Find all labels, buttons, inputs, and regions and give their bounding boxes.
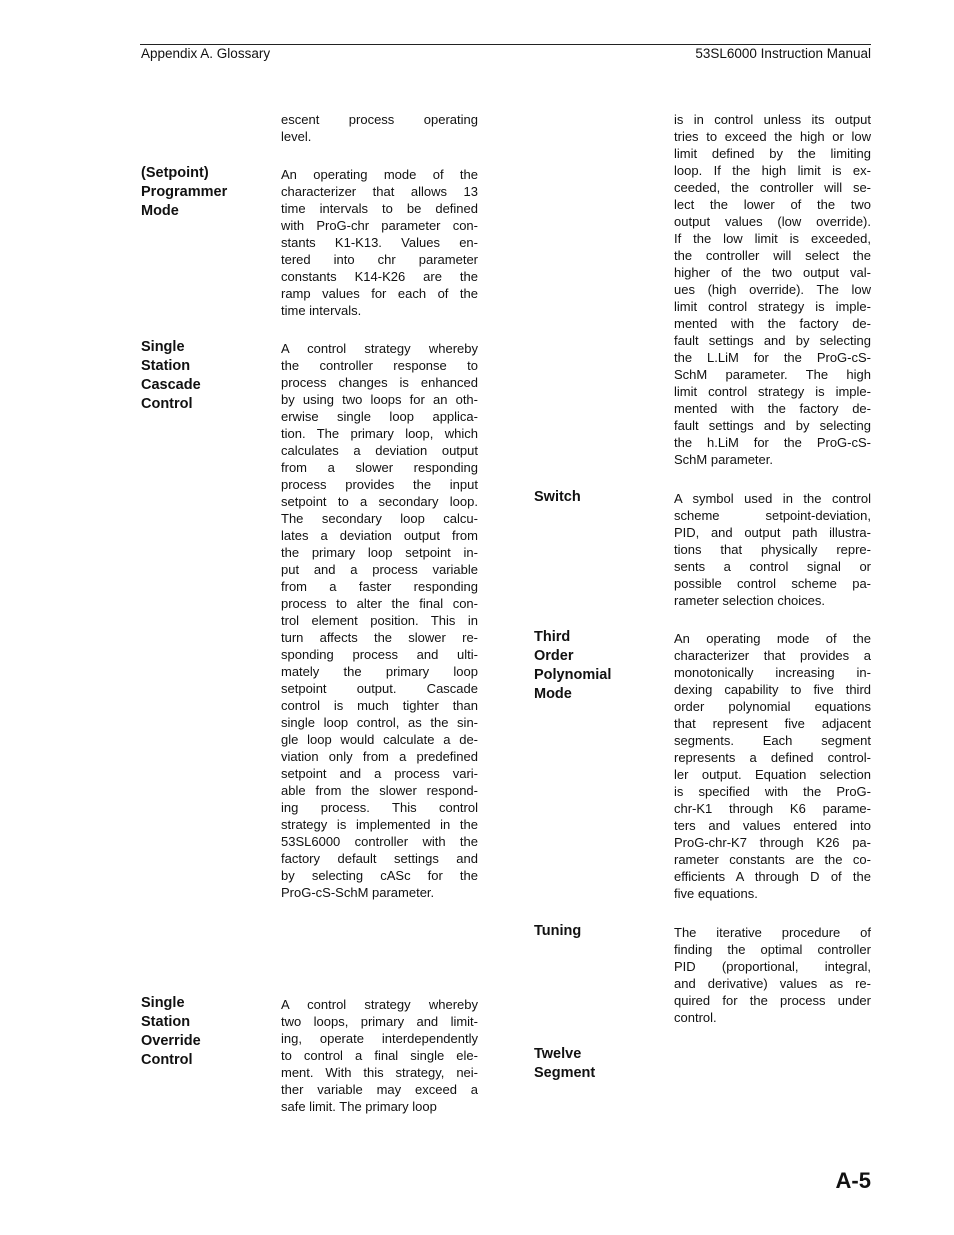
definition-line: process changes is enhanced	[281, 375, 478, 390]
definition-line: viation only from a predefined	[281, 749, 478, 764]
definition-line: mented with the factory de-	[674, 316, 871, 331]
term-line: Station	[141, 1014, 191, 1030]
definition-line: factory default settings and	[281, 851, 478, 866]
definition-line: strategy is implemented in the	[281, 817, 478, 832]
definition-line: ceeded, the controller will se-	[674, 180, 871, 195]
definition-line: If the low limit is exceeded,	[674, 231, 871, 246]
definition-line: 53SL6000 controller with the	[281, 834, 478, 849]
definition-line: gle loop would calculate a de-	[281, 732, 478, 747]
definition-line: with ProG-chr parameter con-	[281, 218, 478, 233]
definition-line: by using two loops for an oth-	[281, 392, 478, 407]
definition-setpoint-programmer-mode	[281, 166, 478, 319]
definition-line: level.	[281, 129, 312, 144]
term-line: Single	[141, 339, 185, 355]
definition-line: The secondary loop calcu-	[281, 511, 478, 526]
running-header	[140, 44, 871, 64]
definition-line: The iterative procedure of	[674, 925, 871, 940]
term-switch	[534, 488, 581, 507]
definition-line: process to alter the final con-	[281, 596, 478, 611]
definition-line: A symbol used in the control	[674, 491, 871, 506]
definition-line: tries to exceed the high or low	[674, 129, 871, 144]
definition-line: PID, and output path illustra-	[674, 525, 871, 540]
definition-line: SchM parameter. The high	[674, 367, 871, 382]
definition-line: by selecting cASc for the	[281, 868, 478, 883]
definition-single-station-override-control	[281, 996, 478, 1115]
term-line: Control	[141, 1052, 193, 1068]
term-line: Programmer	[141, 184, 228, 200]
definition-line: tion. The primary loop, which	[281, 426, 478, 441]
definition-line: order polynomial equations	[674, 699, 871, 714]
definition-continued-escent	[281, 111, 478, 145]
definition-line: constants K14-K26 are the	[281, 269, 478, 284]
definition-line: the L.LiM for the ProG-cS-	[674, 350, 871, 365]
definition-line: ing process. This control	[281, 800, 478, 815]
definition-line: fault settings and by selecting	[674, 418, 871, 433]
definition-line: ues (high override). The low	[674, 282, 871, 297]
definition-line: tered into chr parameter	[281, 252, 478, 267]
definition-line: finding the optimal controller	[674, 942, 871, 957]
term-line: Tuning	[534, 923, 582, 939]
definition-line: time intervals to be defined	[281, 201, 478, 216]
definition-line: ters and values entered into	[674, 818, 871, 833]
header-section-title: Appendix A. Glossary	[141, 46, 271, 61]
definition-line: limit control strategy is imple-	[674, 299, 871, 314]
definition-line: fault settings and by selecting	[674, 333, 871, 348]
term-line: Polynomial	[534, 667, 612, 683]
definition-line: calculates a deviation output	[281, 443, 478, 458]
definition-line: trol element position. This in	[281, 613, 478, 628]
definition-line: sponding process and ulti-	[281, 647, 478, 662]
definition-switch	[674, 490, 871, 609]
definition-line: monotonically increasing in-	[674, 665, 871, 680]
definition-line: two loops, primary and limit-	[281, 1014, 478, 1029]
definition-line: and derivative) values as re-	[674, 976, 871, 991]
definition-line: limit control strategy is imple-	[674, 384, 871, 399]
definition-line: possible control scheme pa-	[674, 576, 871, 591]
definition-line: the h.LiM for the ProG-cS-	[674, 435, 871, 450]
definition-line: mented with the factory de-	[674, 401, 871, 416]
term-single-station-override-control	[141, 994, 201, 1070]
definition-line: stants K1-K13. Values en-	[281, 235, 478, 250]
definition-line: efficients A through D of the	[674, 869, 871, 884]
definition-line: erwise single loop applica-	[281, 409, 478, 424]
term-line: Cascade	[141, 377, 201, 393]
term-line: Twelve	[534, 1046, 582, 1062]
definition-line: lect the lower of the two	[674, 197, 871, 212]
definition-line: ther variable may exceed a	[281, 1082, 478, 1097]
term-line: Order	[534, 648, 574, 664]
definition-line: A control strategy whereby	[281, 341, 478, 356]
term-tuning	[534, 922, 581, 941]
definition-continued-override	[674, 111, 871, 468]
definition-line: sents a control signal or	[674, 559, 871, 574]
definition-line: ProG-chr-K7 through K26 pa-	[674, 835, 871, 850]
definition-line: that represent five adjacent	[674, 716, 871, 731]
term-line: Third	[534, 629, 571, 645]
definition-line: safe limit. The primary loop	[281, 1099, 437, 1114]
definition-line: limit defined by the limiting	[674, 146, 871, 161]
definition-line: SchM parameter.	[674, 452, 773, 467]
definition-line: rameter selection choices.	[674, 593, 826, 608]
definition-line: characterizer that allows 13	[281, 184, 478, 199]
definition-line: setpoint to a secondary loop.	[281, 494, 478, 509]
term-line: Switch	[534, 489, 581, 505]
definition-line: tions that physically repre-	[674, 542, 871, 557]
definition-line: able from the slower respond-	[281, 783, 478, 798]
definition-line: segments. Each segment	[674, 733, 871, 748]
definition-line: from a slower responding	[281, 460, 478, 475]
term-line: Override	[141, 1033, 201, 1049]
definition-line: turn affects the slower re-	[281, 630, 478, 645]
definition-line: to control a final single ele-	[281, 1048, 478, 1063]
definition-line: from a faster responding	[281, 579, 478, 594]
page-number: A-5	[835, 1168, 871, 1193]
definition-line: ment. With this strategy, nei-	[281, 1065, 478, 1080]
term-line: (Setpoint)	[141, 165, 209, 181]
definition-line: process provides the input	[281, 477, 478, 492]
definition-line: A control strategy whereby	[281, 997, 478, 1012]
definition-line: An operating mode of the	[281, 167, 478, 182]
definition-line: higher of the two output val-	[674, 265, 871, 280]
definition-line: mately the primary loop	[281, 664, 478, 679]
definition-line: PID (proportional, integral,	[674, 959, 871, 974]
definition-line: the controller will select the	[674, 248, 871, 263]
definition-line: control is much tighter than	[281, 698, 478, 713]
term-single-station-cascade-control	[141, 338, 201, 414]
definition-line: loop. If the high limit is ex-	[674, 163, 871, 178]
term-third-order-polynomial-mode	[534, 628, 611, 704]
definition-line: characterizer that provides a	[674, 648, 871, 663]
definition-line: represents a defined control-	[674, 750, 871, 765]
definition-line: five equations.	[674, 886, 758, 901]
definition-line: escent process operating	[281, 112, 478, 127]
definition-line: time intervals.	[281, 303, 362, 318]
definition-line: setpoint output. Cascade	[281, 681, 478, 696]
definition-line: lates a deviation output from	[281, 528, 478, 543]
definition-tuning	[674, 924, 871, 1026]
term-line: Mode	[141, 203, 179, 219]
term-setpoint-programmer-mode	[141, 164, 227, 221]
definition-line: ler output. Equation selection	[674, 767, 871, 782]
definition-line: rameter constants are the co-	[674, 852, 871, 867]
definition-line: ProG-cS-SchM parameter.	[281, 885, 435, 900]
definition-line: is in control unless its output	[674, 112, 871, 127]
term-line: Mode	[534, 686, 572, 702]
definition-single-station-cascade-control	[281, 340, 478, 901]
term-line: Control	[141, 396, 193, 412]
definition-line: quired for the process under	[674, 993, 871, 1008]
definition-line: setpoint and a process vari-	[281, 766, 478, 781]
definition-line: the controller response to	[281, 358, 478, 373]
definition-line: the primary loop setpoint in-	[281, 545, 478, 560]
definition-line: ing, operate interdependently	[281, 1031, 478, 1046]
term-line: Single	[141, 995, 185, 1011]
definition-line: ramp values for each of the	[281, 286, 478, 301]
definition-line: scheme setpoint-deviation,	[674, 508, 871, 523]
definition-line: control.	[674, 1010, 717, 1025]
definition-third-order-polynomial-mode	[674, 630, 871, 902]
definition-line: output values (low override).	[674, 214, 871, 229]
header-manual-title: 53SL6000 Instruction Manual	[695, 46, 871, 61]
definition-line: put and a process variable	[281, 562, 478, 577]
definition-line: chr-K1 through K6 parame-	[674, 801, 871, 816]
definition-line: is specified with the ProG-	[674, 784, 871, 799]
term-line: Segment	[534, 1065, 596, 1081]
term-twelve-segment	[534, 1045, 595, 1083]
definition-line: dexing capability to five third	[674, 682, 871, 697]
definition-line: single loop control, as the sin-	[281, 715, 478, 730]
term-line: Station	[141, 358, 191, 374]
definition-line: An operating mode of the	[674, 631, 871, 646]
